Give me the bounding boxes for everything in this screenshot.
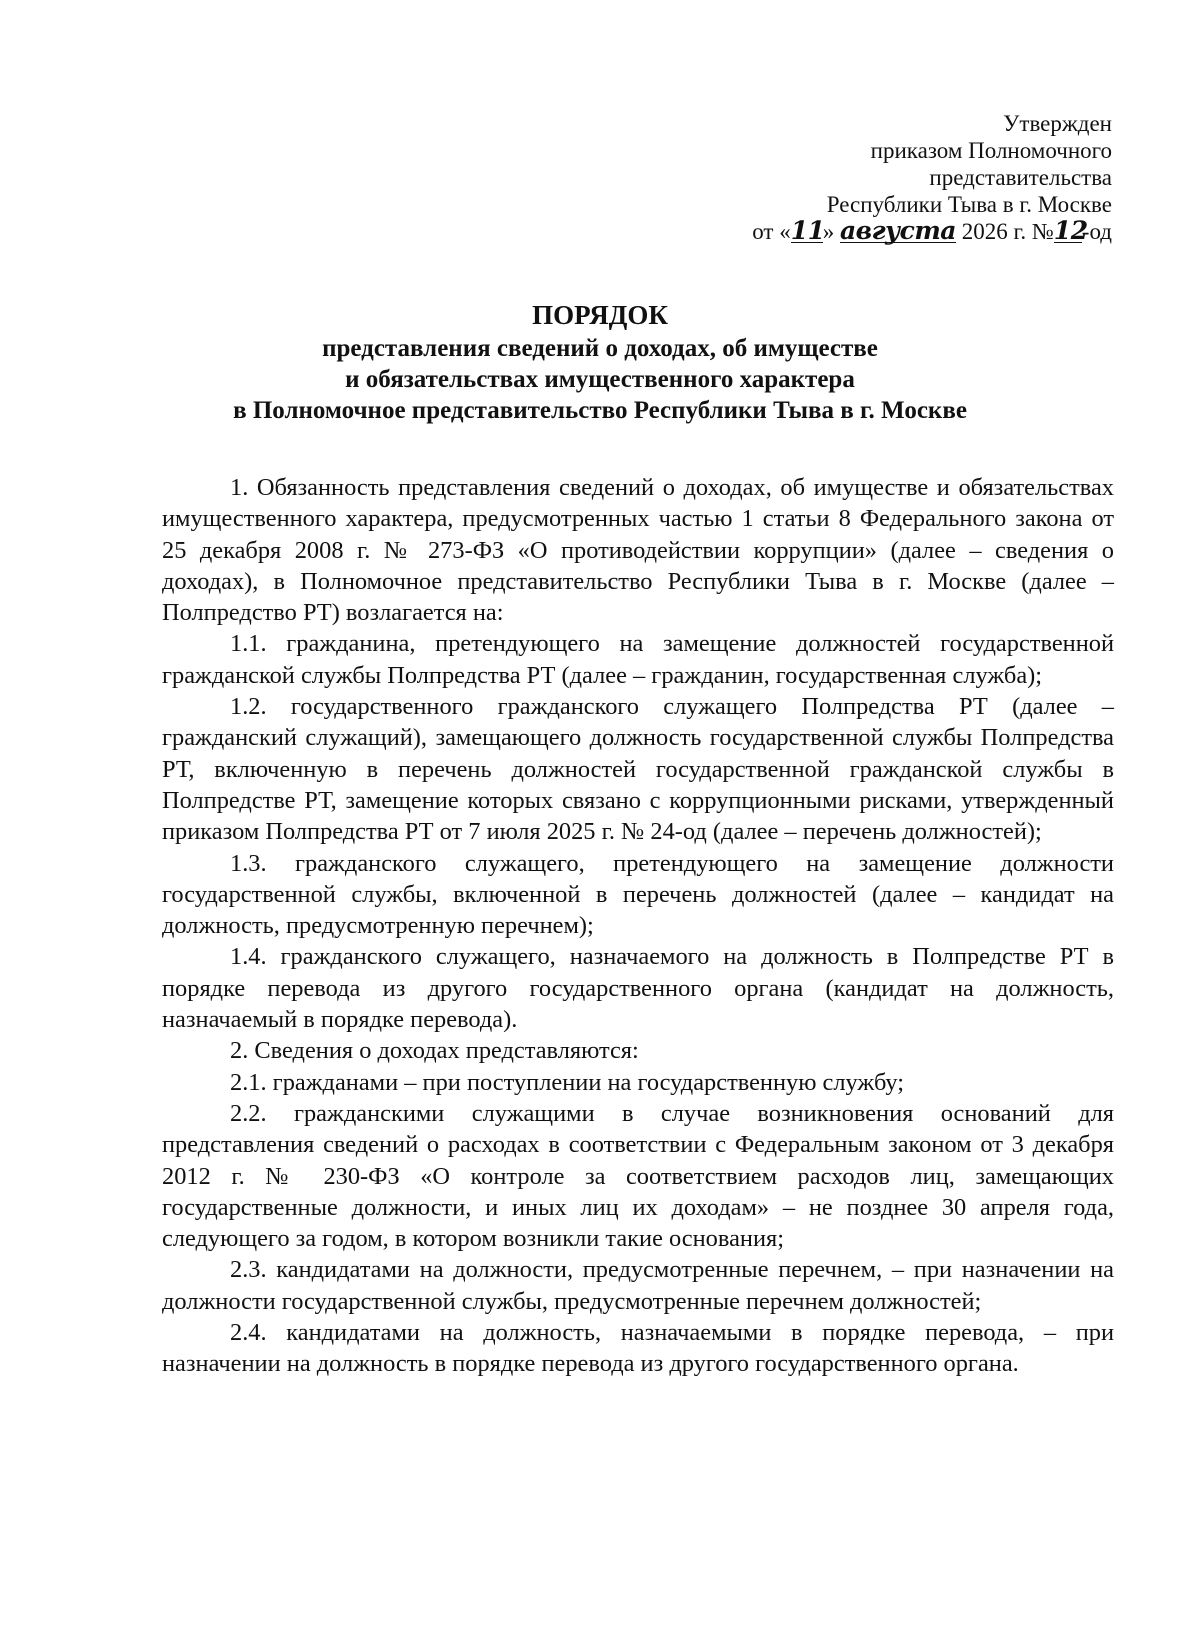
handwritten-month: августа	[839, 216, 956, 245]
approval-line: представительства	[929, 165, 1112, 190]
title-line: и обязательствах имущественного характера	[345, 366, 855, 393]
date-mid: »	[822, 219, 835, 244]
document-title	[0, 300, 1200, 426]
title-line: в Полномочное представительство Республики Тыва в г. Москве	[233, 397, 967, 424]
approval-date-line	[752, 218, 1112, 245]
handwritten-day: 11	[790, 216, 825, 245]
number-suffix: -од	[1081, 219, 1112, 244]
document-body	[162, 472, 1114, 1380]
paragraph: 1.1. гражданина, претендующего на замещение должностей государственной гражданской службы Полпредства РТ (далее – гражданин, государственная служба);	[162, 630, 1114, 689]
approval-line: Утвержден	[1003, 111, 1112, 136]
date-year: 2026 г. №	[961, 219, 1054, 244]
paragraph: 1.3. гражданского служащего, претендующего на замещение должности государственной службы, включенной в перечень должностей (далее – кандидат на должность, предусмотренную перечнем);	[162, 849, 1114, 940]
paragraph: 2.1. гражданами – при поступлении на государственную службу;	[230, 1068, 905, 1096]
handwritten-number: 12	[1053, 216, 1088, 245]
approval-line: Республики Тыва в г. Москве	[826, 192, 1112, 217]
paragraph: 1.2. государственного гражданского служащего Полпредства РТ (далее – гражданский служащий), замещающего должность государственной службы Полпредства РТ, включенную в перечень должностей государственной гражданской службы в Полпредстве РТ, замещение которых связано с коррупционными рисками, утвержденный приказом Полпредства РТ от 7 июля 2025 г. № 24-од (далее – перечень должностей);	[162, 693, 1114, 846]
paragraph: 2.3. кандидатами на должности, предусмотренные перечнем, – при назначении на должности государственной службы, предусмотренные перечнем должностей;	[162, 1256, 1114, 1315]
approval-line: приказом Полномочного	[870, 138, 1112, 163]
paragraph: 2.4. кандидатами на должность, назначаемыми в порядке перевода, – при назначении на должность в порядке перевода из другого государственного органа.	[162, 1319, 1114, 1378]
title-line: представления сведений о доходах, об имуществе	[322, 335, 878, 362]
paragraph: 1. Обязанность представления сведений о доходах, об имуществе и обязательствах имущественного характера, предусмотренных частью 1 статьи 8 Федерального закона от 25 декабря 2008 г. № 273-ФЗ «О противодействии коррупции» (далее – сведения о доходах), в Полномочное представительство Республики Тыва в г. Москве (далее – Полпредство РТ) возлагается на:	[162, 474, 1114, 627]
paragraph: 2. Сведения о доходах представляются:	[230, 1037, 639, 1065]
date-prefix: от «	[752, 219, 791, 244]
title-main: ПОРЯДОК	[532, 300, 668, 330]
paragraph: 2.2. гражданскими служащими в случае возникновения оснований для представления сведений о расходах в соответствии с Федеральным законом от 3 декабря 2012 г. № 230-ФЗ «О контроле за соответствием расходов лиц, замещающих государственные должности, и иных лиц их доходам» – не позднее 30 апреля года, следующего за годом, в котором возникли такие основания;	[162, 1099, 1114, 1253]
approval-block	[752, 110, 1112, 245]
paragraph: 1.4. гражданского служащего, назначаемого на должность в Полпредстве РТ в порядке перевода из другого государственного органа (кандидат на должность, назначаемый в порядке перевода).	[162, 943, 1114, 1034]
